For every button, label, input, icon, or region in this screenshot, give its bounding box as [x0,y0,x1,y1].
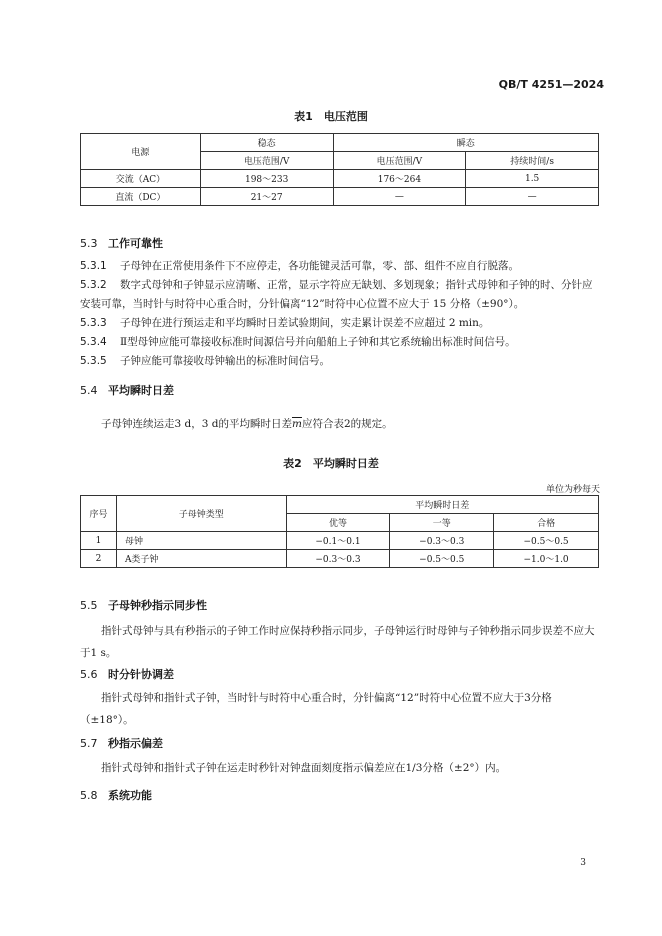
cell-type: A类子钟 [116,550,286,568]
clause-text: 数字式母钟和子钟显示应清晰、正常，显示字符应无缺划、多划现象；指针式母钟和子钟的时、分针应安装可靠，当时针与时符中心重合时，分针偏离“12”时符中心位置不应大于 15 分格（±90°）。 [80,279,593,310]
section-number: 5.8 [80,789,98,802]
cell-first: −0.3～0.3 [390,532,494,550]
section-5-8-heading [80,787,152,803]
table2-col-type: 子母钟类型 [116,496,286,532]
section-5-5-heading [80,597,207,613]
section-number: 5.4 [80,384,98,397]
table1-col-steady: 稳态 [200,134,333,152]
cell-qualified: −1.0～1.0 [494,550,599,568]
clause-5-3-5 [80,352,600,371]
cell-qualified: −0.5～0.5 [494,532,599,550]
section-title: 平均瞬时日差 [108,384,174,397]
table1-header-row [81,134,599,152]
clause-number: 5.3.4 [80,336,107,348]
table2-sub-excellent: 优等 [286,514,390,532]
table1-sub-transient-range: 电压范围/V [333,152,466,170]
section-5-7-text: 指针式母钟和指针式子钟在运走时秒针对钟盘面刻度指示偏差应在1/3分格（±2°）内。 [101,762,507,774]
table2-unit: 单位为秒每天 [545,485,600,495]
table1-col-power: 电源 [81,134,201,170]
section-number: 5.6 [80,668,98,681]
section-title: 系统功能 [108,789,152,802]
table2-col-no: 序号 [81,496,117,532]
section-5-4-text [80,413,600,435]
cell-duration: 1.5 [466,170,599,188]
table-row [81,170,599,188]
cell-steady: 21～27 [200,188,333,206]
section-5-7-heading [80,735,163,751]
section-number: 5.7 [80,737,98,750]
cell-no: 2 [81,550,117,568]
table2-col-avg: 平均瞬时日差 [286,496,598,514]
section-5-6-text: 指针式母钟和指针式子钟，当时针与时符中心重合时，分针偏离“12”时符中心位置不应大于3分格（±18°）。 [80,692,552,726]
cell-no: 1 [81,532,117,550]
section-number: 5.5 [80,599,98,612]
clause-number: 5.3.1 [80,260,107,272]
cell-excellent: −0.1～0.1 [286,532,390,550]
clause-text: 子钟应能可靠接收母钟输出的标准时间信号。 [120,355,330,367]
cell-transient: — [333,188,466,206]
section-title: 秒指示偏差 [108,737,163,750]
clause-5-3-3 [80,314,600,333]
clause-5-3-2 [80,276,600,314]
section-5-5-text: 指针式母钟与具有秒指示的子钟工作时应保持秒指示同步，子母钟运行时母钟与子钟秒指示同步误差不应大于1 s。 [80,625,595,659]
table-row [81,550,599,568]
clause-5-3-1 [80,257,600,276]
clause-text: Ⅱ型母钟应能可靠接收标准时间源信号并向船舶上子钟和其它系统输出标准时间信号。 [120,336,516,348]
clause-number: 5.3.5 [80,355,107,367]
table1-sub-duration: 持续时间/s [466,152,599,170]
page-number: 3 [580,858,586,868]
table1-col-transient: 瞬态 [333,134,598,152]
cell-duration: — [466,188,599,206]
clause-5-3-4 [80,333,600,352]
section-number: 5.3 [80,237,98,250]
table1 [80,133,599,206]
table-row [81,188,599,206]
clause-text: 子母钟在正常使用条件下不应停走，各功能键灵活可靠，零、部、组件不应自行脱落。 [120,260,519,272]
clause-number: 5.3.2 [80,279,107,291]
m-bar-symbol: $\overline{m}$ [291,418,302,430]
cell-first: −0.5～0.5 [390,550,494,568]
table-row [81,532,599,550]
section-5-6-heading [80,666,174,682]
cell-transient: 176～264 [333,170,466,188]
table2-header-row [81,496,599,514]
section-5-4-heading [80,382,174,398]
clause-text: 子母钟在进行预运走和平均瞬时日差试验期间，实走累计误差不应超过 2 min。 [120,317,490,329]
cell-source: 交流（AC） [81,170,201,188]
table2 [80,495,599,568]
cell-steady: 198～233 [200,170,333,188]
cell-excellent: −0.3～0.3 [286,550,390,568]
table2-title: 表2 平均瞬时日差 [283,457,379,470]
table1-title: 表1 电压范围 [294,110,368,123]
table2-sub-qualified: 合格 [494,514,599,532]
cell-source: 直流（DC） [81,188,201,206]
table1-sub-steady-range: 电压范围/V [200,152,333,170]
text-part: 应符合表2的规定。 [301,418,393,430]
section-title: 时分针协调差 [108,668,174,681]
cell-type: 母钟 [116,532,286,550]
clause-number: 5.3.3 [80,317,107,329]
table2-sub-first: 一等 [390,514,494,532]
section-5-3-heading [80,235,163,251]
section-title: 工作可靠性 [108,237,163,250]
section-title: 子母钟秒指示同步性 [108,599,207,612]
standard-code: QB/T 4251—2024 [498,78,604,91]
text-part: 子母钟连续运走3 d，3 d的平均瞬时日差 [101,418,292,430]
